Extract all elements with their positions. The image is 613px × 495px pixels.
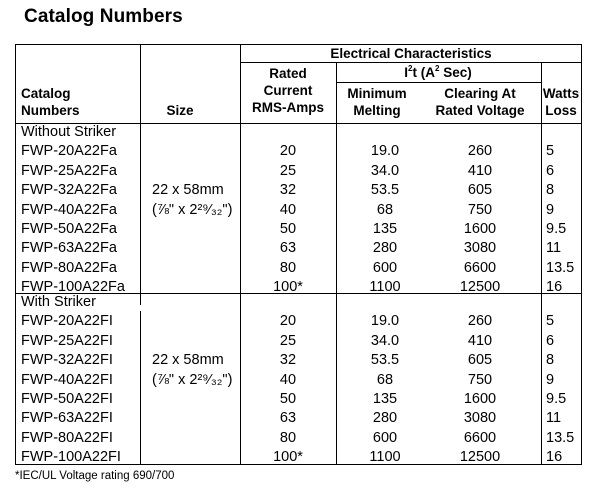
clearing-cell: 260	[467, 313, 493, 330]
page-title: Catalog Numbers	[24, 6, 183, 27]
watts-loss-cell: 9	[546, 371, 555, 388]
footnote: *IEC/UL Voltage rating 690/700	[15, 470, 175, 482]
catalog-number-cell: FWP-50A22Fa	[21, 221, 117, 237]
rated-current-cell: 32	[279, 182, 297, 199]
watts-loss-cell: 11	[546, 240, 562, 257]
clearing-cell: 410	[467, 332, 493, 349]
clearing-cell: 12500	[459, 279, 501, 296]
watts-loss-cell: 16	[546, 449, 563, 466]
header-clearing: Clearing At Rated Voltage	[435, 86, 525, 118]
clearing-cell: 1600	[463, 221, 497, 237]
row-divider	[336, 82, 541, 83]
catalog-number-cell: FWP-25A22FI	[21, 332, 113, 349]
group-label: Without Striker	[21, 124, 117, 140]
catalog-number-cell: FWP-100A22Fa	[21, 279, 125, 296]
catalog-number-cell: FWP-80A22FI	[21, 429, 113, 446]
catalog-number-cell: FWP-63A22Fa	[21, 240, 117, 257]
watts-loss-cell: 5	[546, 143, 555, 160]
catalog-number-cell: FWP-50A22FI	[21, 391, 113, 407]
header-catalog: Catalog Numbers	[21, 86, 80, 118]
catalog-number-cell: FWP-32A22Fa	[21, 182, 117, 199]
clearing-cell: 3080	[463, 240, 497, 257]
clearing-cell: 6600	[463, 429, 497, 446]
minimum-melting-cell: 34.0	[370, 332, 400, 349]
rated-current-cell: 20	[279, 143, 297, 160]
size-value: 22 x 58mm	[152, 352, 224, 369]
minimum-melting-cell: 280	[372, 240, 398, 257]
watts-loss-cell: 11	[546, 410, 562, 427]
rated-current-cell: 25	[279, 332, 297, 349]
minimum-melting-cell: 135	[372, 221, 398, 237]
catalog-number-cell: FWP-80A22Fa	[21, 259, 117, 276]
watts-loss-cell: 5	[546, 313, 555, 330]
size-inches: (⅞" x 2²⁹⁄₃₂")	[152, 371, 233, 388]
catalog-table	[15, 44, 582, 465]
catalog-number-cell: FWP-63A22FI	[21, 410, 113, 427]
catalog-number-cell: FWP-32A22FI	[21, 352, 113, 369]
clearing-cell: 260	[467, 143, 493, 160]
rated-current-cell: 50	[279, 391, 297, 407]
rated-current-cell: 100*	[273, 449, 303, 466]
clearing-cell: 410	[467, 162, 493, 179]
size-inches: (⅞" x 2²⁹⁄₃₂")	[152, 201, 233, 218]
rated-current-cell: 100*	[273, 279, 303, 296]
minimum-melting-cell: 53.5	[370, 352, 400, 369]
minimum-melting-cell: 135	[372, 391, 398, 407]
minimum-melting-cell: 280	[372, 410, 398, 427]
catalog-number-cell: FWP-20A22FI	[21, 313, 113, 330]
catalog-number-cell: FWP-25A22Fa	[21, 162, 117, 179]
watts-loss-cell: 9	[546, 201, 555, 218]
watts-loss-cell: 9.5	[546, 221, 567, 237]
clearing-cell: 3080	[463, 410, 497, 427]
watts-loss-cell: 6	[546, 162, 555, 179]
column-divider	[140, 45, 141, 305]
rated-current-cell: 40	[279, 201, 297, 218]
catalog-number-cell: FWP-100A22FI	[21, 449, 121, 466]
row-divider	[240, 62, 581, 63]
header-minimum-melting: Minimum Melting	[347, 86, 407, 118]
watts-loss-cell: 8	[546, 182, 555, 199]
header-size: Size	[166, 103, 194, 118]
clearing-cell: 6600	[463, 259, 497, 276]
rated-current-cell: 80	[279, 429, 297, 446]
clearing-cell: 605	[467, 182, 493, 199]
minimum-melting-cell: 68	[376, 371, 394, 388]
minimum-melting-cell: 53.5	[370, 182, 400, 199]
clearing-cell: 605	[467, 352, 493, 369]
clearing-cell: 750	[467, 201, 493, 218]
watts-loss-cell: 9.5	[546, 391, 567, 407]
watts-loss-cell: 8	[546, 352, 555, 369]
catalog-number-cell: FWP-20A22Fa	[21, 143, 117, 160]
rated-current-cell: 50	[279, 221, 297, 237]
header-rated-current: Rated Current RMS-Amps	[251, 66, 325, 115]
minimum-melting-cell: 19.0	[370, 143, 400, 160]
minimum-melting-cell: 68	[376, 201, 394, 218]
watts-loss-cell: 16	[546, 279, 563, 296]
clearing-cell: 1600	[463, 391, 497, 407]
minimum-melting-cell: 34.0	[370, 162, 400, 179]
minimum-melting-cell: 600	[372, 259, 398, 276]
minimum-melting-cell: 1100	[369, 279, 401, 296]
rated-current-cell: 63	[279, 410, 297, 427]
minimum-melting-cell: 600	[372, 429, 398, 446]
minimum-melting-cell: 1100	[369, 449, 401, 466]
size-value: 22 x 58mm	[152, 182, 224, 199]
column-divider	[240, 45, 241, 465]
rated-current-cell: 32	[279, 352, 297, 369]
catalog-number-cell: FWP-40A22FI	[21, 371, 113, 388]
watts-loss-cell: 13.5	[546, 259, 575, 276]
clearing-cell: 12500	[459, 449, 501, 466]
header-watts-loss: Watts Loss	[542, 86, 580, 118]
rated-current-cell: 63	[279, 240, 297, 257]
rated-current-cell: 40	[279, 371, 297, 388]
rated-current-cell: 80	[279, 259, 297, 276]
catalog-number-cell: FWP-40A22Fa	[21, 201, 117, 218]
watts-loss-cell: 6	[546, 332, 555, 349]
rated-current-cell: 20	[279, 313, 297, 330]
rated-current-cell: 25	[279, 162, 297, 179]
minimum-melting-cell: 19.0	[370, 313, 400, 330]
header-electrical: Electrical Characteristics	[330, 46, 492, 61]
column-divider	[140, 311, 141, 465]
header-i2t: $I^2t$ ($A^2$ Sec)	[404, 64, 472, 80]
group-label: With Striker	[21, 294, 96, 310]
watts-loss-cell: 13.5	[546, 429, 575, 446]
clearing-cell: 750	[467, 371, 493, 388]
